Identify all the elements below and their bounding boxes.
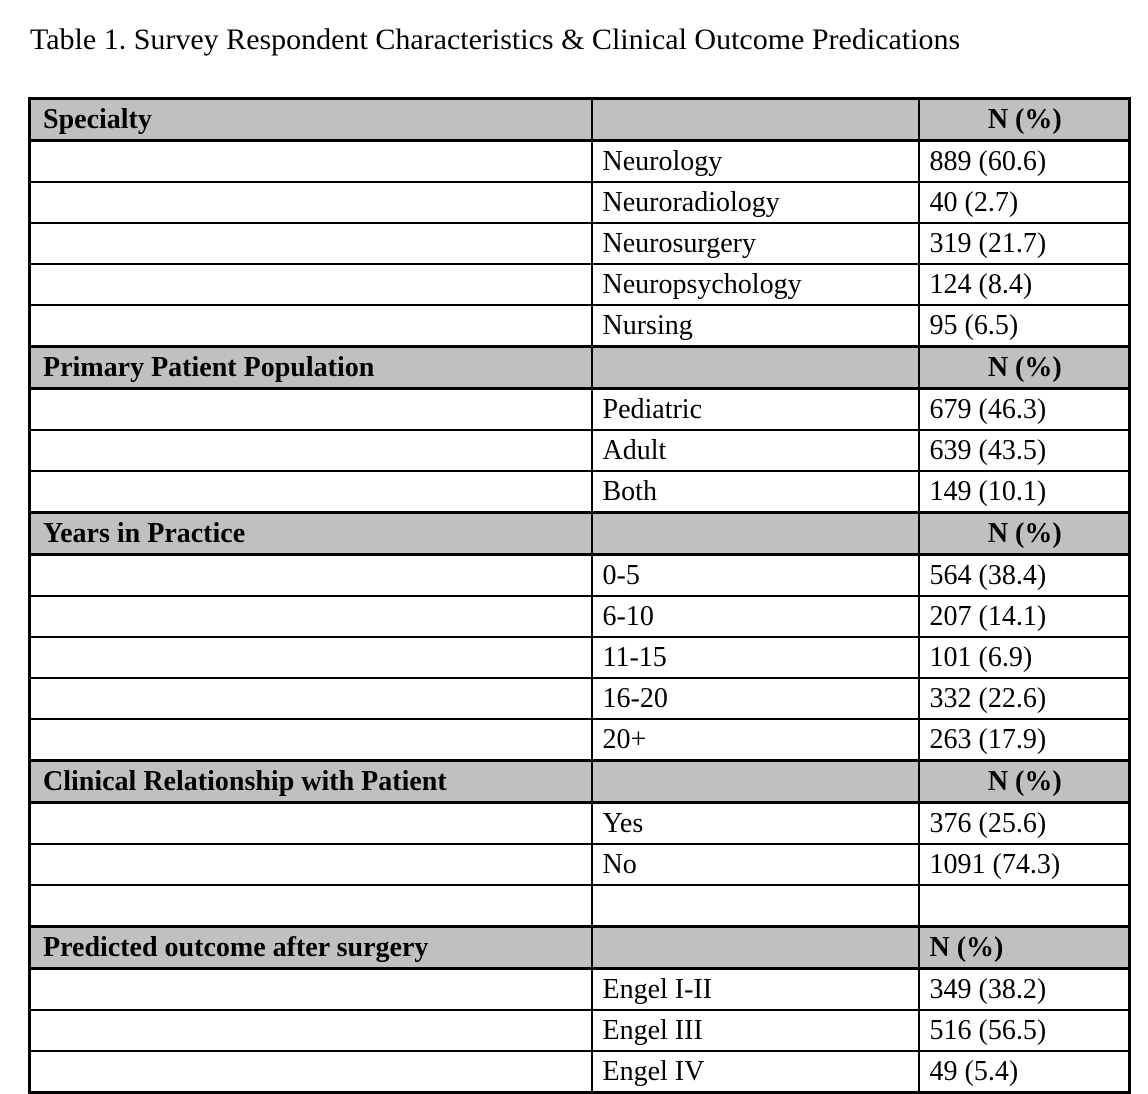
value-column-header: N (%) xyxy=(919,99,1130,141)
empty-cell xyxy=(30,223,592,264)
table-row xyxy=(30,264,1130,305)
empty-cell xyxy=(30,471,592,513)
empty-cell xyxy=(30,637,592,678)
table-row xyxy=(30,803,1130,845)
row-value: 124 (8.4) xyxy=(919,264,1130,305)
value-column-header: N (%) xyxy=(919,347,1130,389)
row-label: 16-20 xyxy=(592,678,919,719)
row-label: Neurosurgery xyxy=(592,223,919,264)
row-value: 149 (10.1) xyxy=(919,471,1130,513)
empty-cell xyxy=(30,182,592,223)
row-label: Neuroradiology xyxy=(592,182,919,223)
row-value: 679 (46.3) xyxy=(919,389,1130,431)
table-row xyxy=(30,555,1130,597)
table-row xyxy=(30,141,1130,183)
row-label: Nursing xyxy=(592,305,919,347)
row-label: Both xyxy=(592,471,919,513)
row-label xyxy=(592,885,919,927)
row-value: 49 (5.4) xyxy=(919,1051,1130,1093)
empty-cell xyxy=(30,719,592,761)
section-spacer-cell xyxy=(592,347,919,389)
section-title: Years in Practice xyxy=(30,513,592,555)
empty-cell xyxy=(30,678,592,719)
table-row xyxy=(30,1010,1130,1051)
row-value xyxy=(919,885,1130,927)
section-title: Clinical Relationship with Patient xyxy=(30,761,592,803)
empty-cell xyxy=(30,885,592,927)
table-row xyxy=(30,430,1130,471)
table-row xyxy=(30,471,1130,513)
row-value: 376 (25.6) xyxy=(919,803,1130,845)
section-header-row-clinical-relationship xyxy=(30,761,1130,803)
row-value: 332 (22.6) xyxy=(919,678,1130,719)
row-value: 639 (43.5) xyxy=(919,430,1130,471)
empty-cell xyxy=(30,430,592,471)
survey-characteristics-table xyxy=(28,97,1131,1094)
section-header-row-predicted-outcome xyxy=(30,927,1130,969)
table-row xyxy=(30,969,1130,1011)
row-value: 889 (60.6) xyxy=(919,141,1130,183)
row-value: 101 (6.9) xyxy=(919,637,1130,678)
table-row xyxy=(30,637,1130,678)
table-row xyxy=(30,844,1130,885)
section-title: Primary Patient Population xyxy=(30,347,592,389)
row-value: 349 (38.2) xyxy=(919,969,1130,1011)
row-value: 207 (14.1) xyxy=(919,596,1130,637)
row-label: Yes xyxy=(592,803,919,845)
section-header-row-years-in-practice xyxy=(30,513,1130,555)
empty-cell xyxy=(30,969,592,1011)
empty-cell xyxy=(30,1010,592,1051)
row-value: 516 (56.5) xyxy=(919,1010,1130,1051)
row-value: 40 (2.7) xyxy=(919,182,1130,223)
empty-cell xyxy=(30,264,592,305)
table-row xyxy=(30,1051,1130,1093)
row-label: Adult xyxy=(592,430,919,471)
table-row xyxy=(30,182,1130,223)
section-title: Predicted outcome after surgery xyxy=(30,927,592,969)
row-label: 20+ xyxy=(592,719,919,761)
table-row xyxy=(30,389,1130,431)
empty-cell xyxy=(30,596,592,637)
table-row xyxy=(30,678,1130,719)
section-header-row-primary-patient-population xyxy=(30,347,1130,389)
row-value: 1091 (74.3) xyxy=(919,844,1130,885)
table-caption: Table 1. Survey Respondent Characteristics & Clinical Outcome Predications xyxy=(30,23,961,56)
table-row xyxy=(30,223,1130,264)
value-column-header: N (%) xyxy=(919,513,1130,555)
section-spacer-cell xyxy=(592,927,919,969)
row-label: 6-10 xyxy=(592,596,919,637)
row-label: Engel III xyxy=(592,1010,919,1051)
table-row xyxy=(30,719,1130,761)
table-row xyxy=(30,596,1130,637)
empty-cell xyxy=(30,1051,592,1093)
row-value: 263 (17.9) xyxy=(919,719,1130,761)
row-label: Engel I-II xyxy=(592,969,919,1011)
section-title: Specialty xyxy=(30,99,592,141)
empty-cell xyxy=(30,141,592,183)
row-label: No xyxy=(592,844,919,885)
empty-cell xyxy=(30,305,592,347)
row-value: 95 (6.5) xyxy=(919,305,1130,347)
row-value: 564 (38.4) xyxy=(919,555,1130,597)
row-label: Neuropsychology xyxy=(592,264,919,305)
section-spacer-cell xyxy=(592,513,919,555)
row-label: 11-15 xyxy=(592,637,919,678)
empty-cell xyxy=(30,555,592,597)
empty-cell xyxy=(30,844,592,885)
row-label: Neurology xyxy=(592,141,919,183)
empty-cell xyxy=(30,389,592,431)
section-spacer-cell xyxy=(592,99,919,141)
row-value: 319 (21.7) xyxy=(919,223,1130,264)
value-column-header: N (%) xyxy=(919,761,1130,803)
row-label: 0-5 xyxy=(592,555,919,597)
section-spacer-cell xyxy=(592,761,919,803)
section-header-row-specialty xyxy=(30,99,1130,141)
row-label: Pediatric xyxy=(592,389,919,431)
table-row-empty xyxy=(30,885,1130,927)
value-column-header: N (%) xyxy=(919,927,1130,969)
row-label: Engel IV xyxy=(592,1051,919,1093)
empty-cell xyxy=(30,803,592,845)
table-row xyxy=(30,305,1130,347)
